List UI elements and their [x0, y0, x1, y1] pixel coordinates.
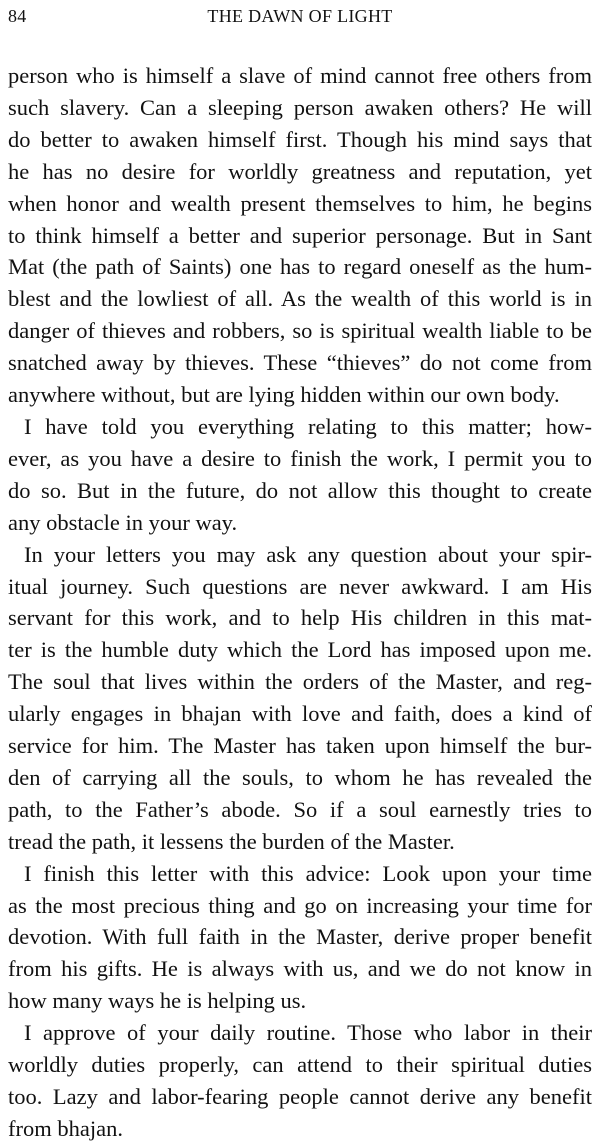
text-line: person who is himself a slave of mind cannot free others from: [8, 63, 592, 88]
text-line: den of carrying all the souls, to whom he has revealed the: [8, 764, 592, 790]
page-number: 84: [8, 6, 27, 26]
text-line: from his gifts. He is always with us, and we do not know in: [8, 956, 592, 982]
paragraph: [8, 1017, 592, 1145]
text-line: blest and the lowliest of all. As the wealth of this world is in: [8, 286, 592, 312]
text-line: I approve of your daily routine. Those who labor in their: [24, 1020, 592, 1046]
text-line: servant for this work, and to help His children in this mat-: [8, 605, 592, 631]
paragraph: [8, 60, 592, 411]
text-line: Mat (the path of Saints) one has to regard oneself as the hum-: [8, 254, 592, 280]
text-line: to think himself a better and superior personage. But in Sant: [8, 222, 592, 248]
text-line: I have told you everything relating to this matter; how-: [24, 413, 592, 439]
running-title: THE DAWN OF LIGHT: [207, 6, 393, 26]
text-line: devotion. With full faith in the Master, derive proper benefit: [8, 924, 592, 950]
text-line: danger of thieves and robbers, so is spiritual wealth liable to be: [8, 318, 592, 344]
text-line: when honor and wealth present themselves to him, he begins: [8, 190, 592, 216]
text-line: he has no desire for worldly greatness and reputation, yet: [8, 158, 592, 184]
text-line: In your letters you may ask any question about your spir-: [24, 541, 592, 567]
text-line: such slavery. Can a sleeping person awaken others? He will: [8, 94, 592, 120]
text-line: do so. But in the future, do not allow this thought to create: [8, 477, 592, 503]
text-line: how many ways he is helping us.: [8, 988, 307, 1014]
text-line: tread the path, it lessens the burden of the Master.: [8, 828, 455, 854]
text-line: from bhajan.: [8, 1115, 123, 1141]
text-line: as the most precious thing and go on increasing your time for: [8, 892, 592, 918]
paragraph: [8, 858, 592, 1018]
body-text: [8, 60, 592, 1145]
text-line: The soul that lives within the orders of the Master, and reg-: [8, 669, 592, 695]
text-line: any obstacle in your way.: [8, 509, 238, 535]
text-line: itual journey. Such questions are never awkward. I am His: [8, 573, 592, 599]
text-line: ularly engages in bhajan with love and faith, does a kind of: [8, 701, 592, 727]
text-line: do better to awaken himself first. Though his mind says that: [8, 126, 592, 152]
text-line: ter is the humble duty which the Lord has imposed upon me.: [8, 637, 592, 663]
paragraph: [8, 411, 592, 539]
text-line: path, to the Father’s abode. So if a soul earnestly tries to: [8, 796, 592, 822]
text-line: I finish this letter with this advice: Look upon your time: [24, 860, 592, 886]
text-line: worldly duties properly, can attend to their spiritual duties: [8, 1052, 592, 1078]
text-line: service for him. The Master has taken upon himself the bur-: [8, 733, 592, 759]
text-line: too. Lazy and labor-fearing people cannot derive any benefit: [8, 1084, 592, 1109]
paragraph: [8, 539, 592, 858]
text-line: snatched away by thieves. These “thieves” do not come from: [8, 350, 592, 376]
page-header: [8, 6, 592, 30]
text-line: ever, as you have a desire to finish the work, I permit you to: [8, 445, 592, 471]
text-line: anywhere without, but are lying hidden within our own body.: [8, 382, 560, 408]
